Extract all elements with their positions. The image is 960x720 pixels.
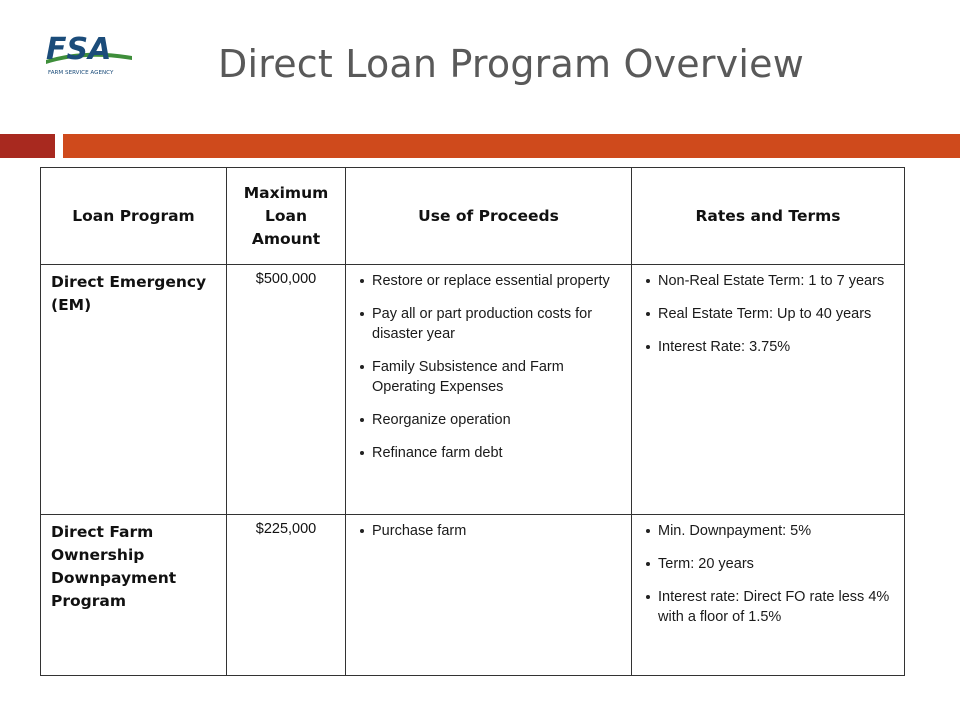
list-item: Restore or replace essential property [358,271,625,291]
list-item: Interest rate: Direct FO rate less 4% with a floor of 1.5% [644,587,898,627]
logo-subtitle: FARM SERVICE AGENCY [48,70,114,76]
rates-and-terms-list [644,271,898,357]
list-item: Family Subsistence and Farm Operating Expenses [358,357,625,397]
program-name: Direct Farm Ownership Downpayment Program [41,515,227,676]
header-rates-and-terms: Rates and Terms [632,168,905,265]
rates-and-terms-cell [632,265,905,515]
list-item: Non-Real Estate Term: 1 to 7 years [644,271,898,291]
table-header-row [41,168,905,265]
accent-bar-right [63,134,960,158]
table-row [41,515,905,676]
list-item: Pay all or part production costs for disaster year [358,304,625,344]
list-item: Reorganize operation [358,410,625,430]
list-item: Min. Downpayment: 5% [644,521,898,541]
logo-mark: FSA [46,32,112,67]
max-amount: $225,000 [227,515,346,676]
use-of-proceeds-cell [346,515,632,676]
accent-bar-left [0,134,55,158]
use-of-proceeds-list [358,271,625,463]
use-of-proceeds-cell [346,265,632,515]
rates-and-terms-cell [632,515,905,676]
rates-and-terms-list [644,521,898,627]
header-use-of-proceeds: Use of Proceeds [346,168,632,265]
page-title: Direct Loan Program Overview [218,42,804,86]
list-item: Purchase farm [358,521,625,541]
list-item: Interest Rate: 3.75% [644,337,898,357]
list-item: Real Estate Term: Up to 40 years [644,304,898,324]
program-name: Direct Emergency (EM) [41,265,227,515]
fsa-logo-graphic [44,30,136,80]
list-item: Refinance farm debt [358,443,625,463]
fsa-logo [44,30,136,80]
table-row [41,265,905,515]
list-item: Term: 20 years [644,554,898,574]
use-of-proceeds-list [358,521,625,541]
header-loan-program: Loan Program [41,168,227,265]
loan-table [40,167,905,676]
header-maximum-loan-amount: Maximum Loan Amount [227,168,346,265]
max-amount: $500,000 [227,265,346,515]
